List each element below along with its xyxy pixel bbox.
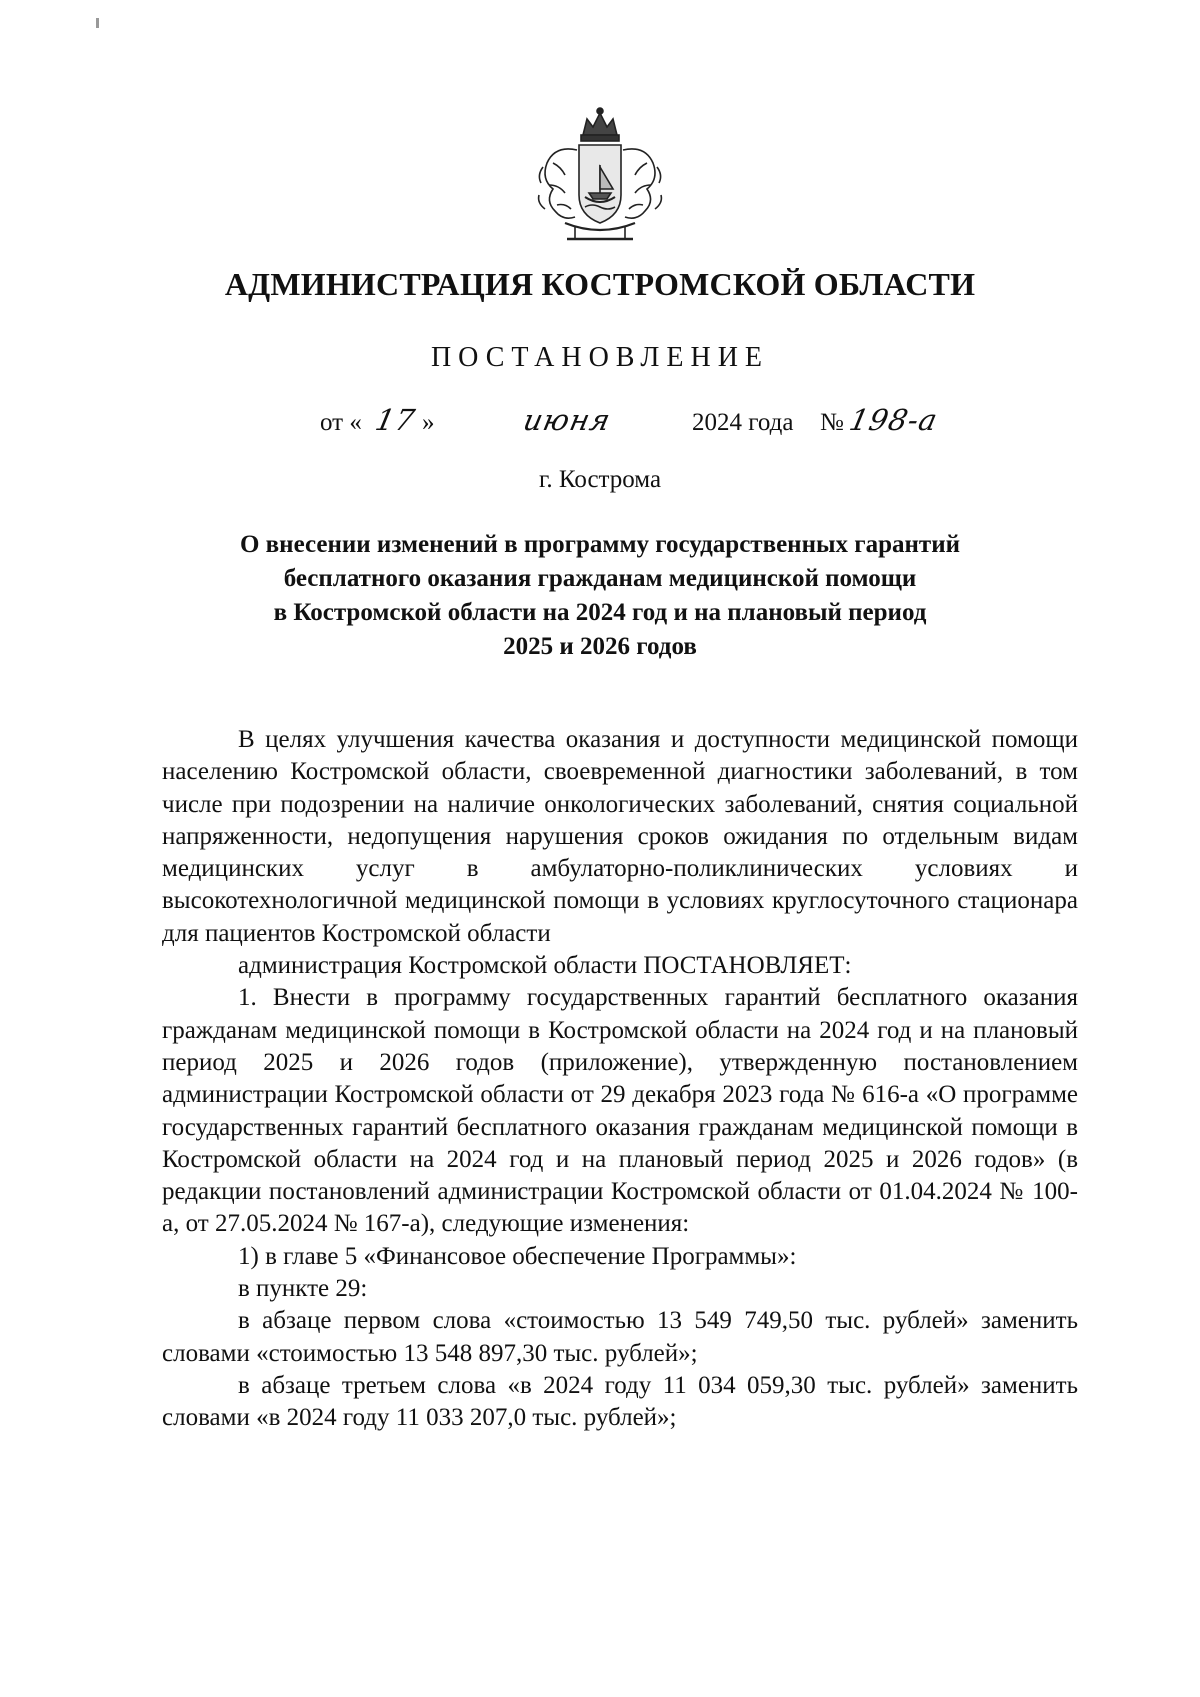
document-number-handwritten: 198-а [846, 403, 942, 437]
subitem-paragraph: в абзаце первом слова «стоимостью 13 549 749,50 тыс. рублей» заменить словами «стоимостью 13 548 897,30 тыс. рублей»; [162, 1307, 1078, 1367]
date-day-close: » [422, 409, 435, 436]
subitem-paragraph: в абзаце третьем слова «в 2024 году 11 034 059,30 тыс. рублей» заменить словами «в 2024 году 11 033 207,0 тыс. рублей»; [162, 1371, 1078, 1432]
number-sign: № [820, 409, 844, 436]
subject-line: в Костромской области на 2024 год и на плановый период [273, 599, 927, 626]
date-day-handwritten: 17 [372, 403, 419, 437]
date-prefix: от « [320, 409, 362, 436]
organization-title: АДМИНИСТРАЦИЯ КОСТРОМСКОЙ ОБЛАСТИ [224, 266, 976, 302]
date-month-handwritten: июня [520, 403, 615, 437]
subitem-paragraph: 1) в главе 5 «Финансовое обеспечение Программы»: [238, 1242, 797, 1270]
date-line [320, 403, 1040, 447]
document-body [162, 724, 1078, 1435]
subject-line: 2025 и 2026 годов [503, 633, 697, 660]
preamble-paragraph: В целях улучшения качества оказания и доступности медицинской помощи населению Костромской области, своевременной диагностики заболеваний, в том числе при подозрении на наличие онкологических заболеваний, снятия социальной напряженности, недопущения нарушения сроков ожидания по отдельным видам медицинских услуг в амбулаторно-поликлинических условиях и высокотехнологичной медицинской помощи в условиях круглосуточного стационара для пациентов Костромской области [162, 726, 1078, 947]
subitem-paragraph: в пункте 29: [238, 1275, 368, 1303]
city: г. Кострома [538, 466, 662, 493]
item-1-paragraph: 1. Внести в программу государственных гарантий бесплатного оказания гражданам медицинской помощи в Костромской области на 2024 год и на плановый период 2025 и 2026 годов (приложение), утвержденную постановлением администрации Костромской области от 29 декабря 2023 года № 616-а «О программе государственных гарантий бесплатного оказания гражданам медицинской помощи в Костромской области на 2024 год и на плановый период 2025 и 2026 годов» (в редакции постановлений администрации Костромской области от 01.04.2024 № 100-а, от 27.05.2024 № 167-а), следующие изменения: [162, 984, 1078, 1238]
scan-artifact [96, 18, 99, 28]
date-year: 2024 года [692, 409, 794, 436]
resolves-paragraph: администрация Костромской области ПОСТАНОВЛЯЕТ: [238, 952, 852, 980]
subject-line: бесплатного оказания гражданам медицинской помощи [283, 565, 917, 592]
document-subject [180, 528, 1020, 664]
kostroma-coat-of-arms-icon [535, 105, 665, 245]
subject-line: О внесении изменений в программу государственных гарантий [239, 531, 961, 558]
document-type: ПОСТАНОВЛЕНИЕ [430, 342, 770, 373]
